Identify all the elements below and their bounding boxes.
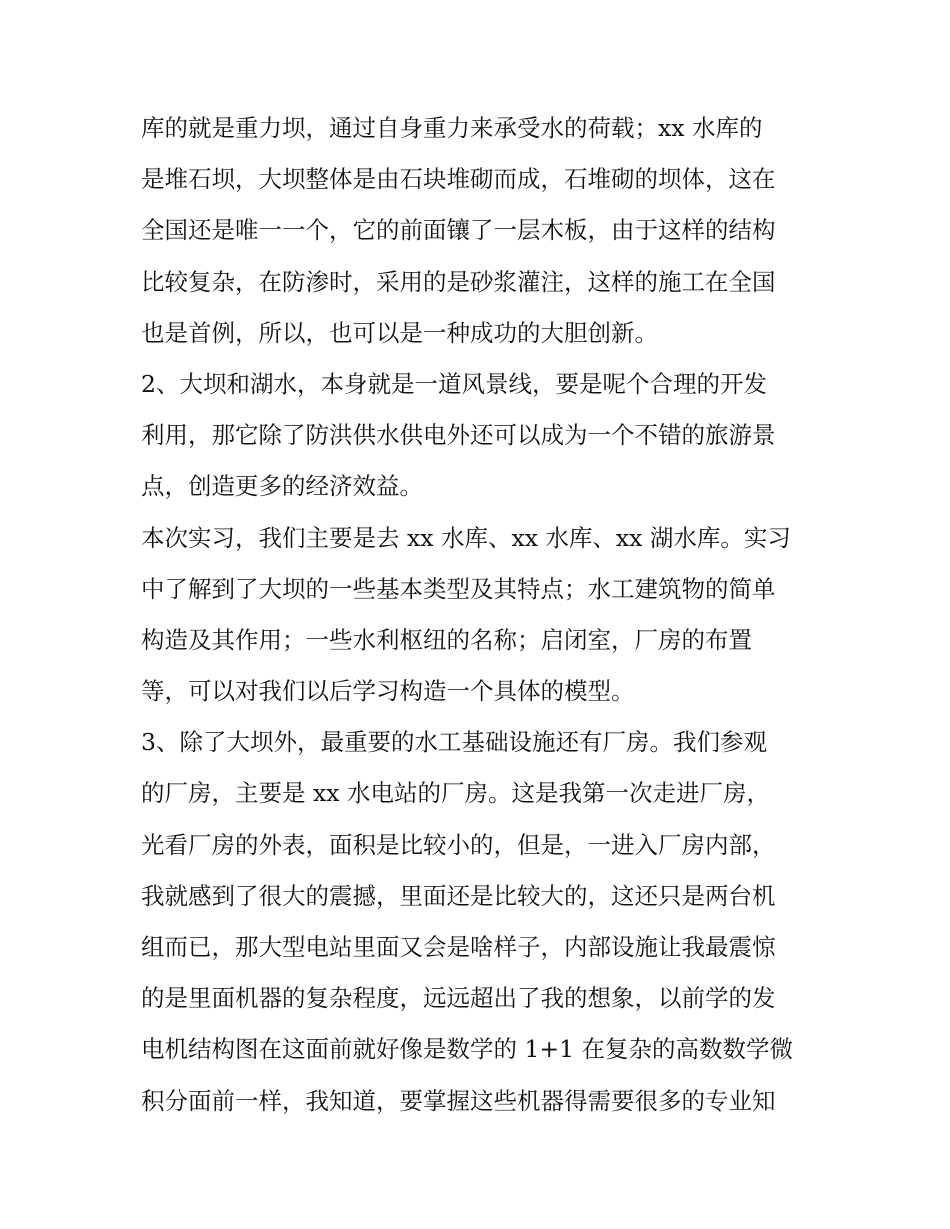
text-line: 3、除了大坝外，最重要的水工基础设施还有厂房。我们参观	[141, 728, 767, 757]
text-line: 全国还是唯一一个，它的前面镶了一层木板，由于这样的结构	[141, 216, 776, 245]
text-line: 本次实习，我们主要是去 xx 水库、xx 水库、xx 湖水库。实习	[141, 523, 791, 552]
text-line: 库的就是重力坝，通过自身重力来承受水的荷载；xx 水库的	[141, 114, 763, 142]
text-line: 电机结构图在这面前就好像是数学的 1+1 在复杂的高数数学微	[141, 1035, 794, 1064]
text-line: 是堆石坝，大坝整体是由石块堆砌而成，石堆砌的坝体，这在	[141, 165, 776, 194]
text-line: 中了解到了大坝的一些基本类型及其特点；水工建筑物的简单	[141, 574, 776, 603]
text-line: 积分面前一样，我知道，要掌握这些机器得需要很多的专业知	[141, 1086, 776, 1115]
text-line: 的是里面机器的复杂程度，远远超出了我的想象，以前学的发	[141, 984, 776, 1013]
text-line: 2、大坝和湖水，本身就是一道风景线，要是呢个合理的开发	[141, 369, 767, 398]
text-line: 利用，那它除了防洪供水供电外还可以成为一个不错的旅游景	[141, 421, 776, 450]
text-line: 光看厂房的外表，面积是比较小的，但是，一进入厂房内部，	[141, 830, 776, 859]
text-line: 我就感到了很大的震撼，里面还是比较大的，这还只是两台机	[141, 881, 776, 910]
text-line: 也是首例，所以，也可以是一种成功的大胆创新。	[141, 318, 658, 347]
text-line: 组而已，那大型电站里面又会是啥样子，内部设施让我最震惊	[141, 933, 776, 961]
text-line: 比较复杂，在防渗时，采用的是砂浆灌注，这样的施工在全国	[141, 267, 776, 296]
text-line: 点，创造更多的经济效益。	[141, 472, 423, 501]
text-line: 构造及其作用；一些水利枢纽的名称；启闭室，厂房的布置	[141, 625, 752, 654]
text-line: 的厂房，主要是 xx 水电站的厂房。这是我第一次走进厂房，	[141, 779, 770, 808]
body-text	[141, 103, 813, 1127]
text-line: 等，可以对我们以后学习构造一个具体的模型。	[141, 677, 635, 706]
